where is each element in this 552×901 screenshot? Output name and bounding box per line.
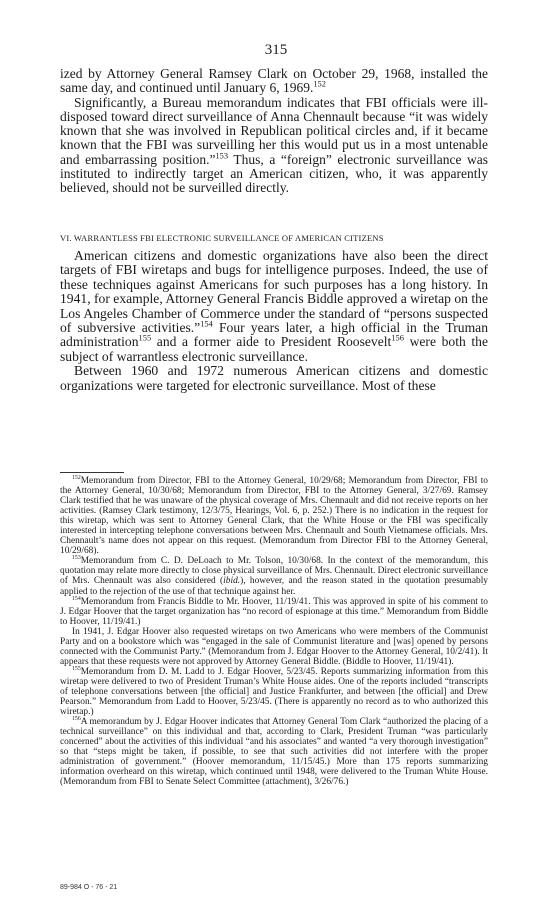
footnote-number: 156 [72, 716, 81, 722]
top-paragraphs [60, 67, 488, 196]
footnote-154-continued: In 1941, J. Edgar Hoover also requested wiretaps on two Americans who were members of the Communist Party and on a bookstore which was “engaged in the sale of Communist literature and [was] opened by persons connected with the Communist Party.” (Memorandum from J. Edgar Hoover to the Attorney General, 10/2/41). It appears that these requests were not approved by Attorney General Biddle. (Biddle to Hoover, 11/19/41). [60, 626, 488, 667]
footnote-155 [60, 667, 488, 717]
paragraph-text: and a former aide to President Roosevelt [151, 334, 392, 350]
paragraph-text: were both the subject of warrantless electronic surveillance. [60, 334, 488, 364]
footnote-text: Memorandum from C. D. DeLoach to Mr. Tolson, 10/30/68. In the context of the memorandum, this quotation may relate more directly to close physical surveillance of Mrs. Chennault. Direct electronic surveillance of Mrs. Chennault was also considered ( [60, 556, 488, 587]
footnotes [60, 476, 488, 787]
paragraph-chennault [60, 96, 488, 196]
footnote-text-italic: ibid. [223, 576, 241, 587]
footnote-text: Memorandum from Francis Biddle to Mr. Hoover, 11/19/41. This was approved in spite of his comment to J. Edgar Hoover that the target organization has “no record of espionage at this time.” Memorandum from Biddle to Hoover, 11/19/41.) [60, 596, 488, 627]
section-body [60, 249, 488, 393]
footnote-153 [60, 556, 488, 596]
footnote-text: A memorandum by J. Edgar Hoover indicates that Attorney General Tom Clark “authorized the placing of a technical surveillance” on this individual and that, according to Clark, President Truman “was particularly concerned” about the activities of this individual “and his associates” and wanted “a very thorough investigation” so that “steps might be taken, if possible, to see that such activities did not interfere with the proper administration of government.” (Hoover memorandum, 11/15/45.) More than 175 reports summarizing information overheard on this wiretap, which continued until 1948, were delivered to the Truman White House. (Memorandum from FBI to Senate Select Committee (attachment), 3/26/76.) [60, 717, 488, 788]
footnote-divider [60, 472, 124, 473]
paragraph-text: Four years later, a high official in the Truman administration [60, 320, 488, 350]
paragraph-text: ized by Attorney General Ramsey Clark on October 29, 1968, installed the same day, and continued until January 6, 1969. [60, 66, 488, 96]
footnote-156 [60, 717, 488, 787]
footnote-ref[interactable]: 156 [391, 332, 404, 343]
footnote-text: ), however, and the reason stated in the quotation presumably applied to the rejection of the use of that technique against her. [60, 576, 488, 597]
footnote-ref[interactable]: 153 [215, 151, 229, 161]
paragraph-continuation [60, 67, 488, 96]
paragraph-text: American citizens and domestic organizations have also been the direct targets of FBI wiretaps and bugs for intelligence purposes. Indeed, the use of these techniques against Americans for such purposes has a long history. In 1941, for example, Attorney General Francis Biddle approved a wiretap on the Los Angeles Chamber of Commerce under the standard of “persons suspected of subversive activities.” [60, 248, 488, 336]
paragraph-1960-1972: Between 1960 and 1972 numerous American citizens and domestic organizations were targeted for electronic surveillance. Most of these [60, 363, 488, 393]
print-code: 89-984 O - 76 - 21 [60, 884, 118, 891]
section-heading: VI. WARRANTLESS FBI ELECTRONIC SURVEILLANCE OF AMERICAN CITIZENS [60, 233, 384, 243]
paragraph-text: Significantly, a Bureau memorandum indicates that FBI officials were ill-disposed toward direct surveillance of Anna Chennault because “it was widely known that she was involved in Republican political circles and, if it became known that the FBI was surveilling her this would put us in a most untenable and embarrassing position.” [60, 94, 488, 167]
footnote-154 [60, 597, 488, 627]
footnote-number: 152 [72, 474, 81, 481]
footnote-number: 153 [72, 555, 81, 562]
paragraph-text: Thus, a “foreign” electronic surveillance was instituted to indirectly target an American citizen, who, it was apparently believed, should not be surveilled directly. [60, 151, 489, 196]
page-number: 315 [264, 42, 288, 58]
paragraph-american-citizens [60, 249, 488, 364]
footnote-number: 155 [72, 665, 81, 672]
footnote-text: Memorandum from D. M. Ladd to J. Edgar Hoover, 5/23/45. Reports summarizing information from this wiretap were delivered to two of President Truman’s White House aides. One of the reports included “transcripts of telephone conversations between [the official] and Justice Frankfurter, and between [the official] and Drew Pearson.” Memorandum from Ladd to Hoover, 5/23/45. (There is apparently no record as to who authorized this wiretap.) [60, 666, 488, 718]
footnote-text: Memorandum from Director, FBI to the Attorney General, 10/29/68; Memorandum from Director, FBI to the Attorney General, 10/30/68; Memorandum from Director, FBI to the Attorney General, 3/27/69. Ramsey Clark testified that he was unaware of the physical coverage of Mrs. Chennault and did not receive reports on her activities. (Ramsey Clark testimony, 12/3/75, Hearings, Vol. 6, p. 252.) There is no indication in the request for this wiretap, which was sent to Attorney General Clark, that the White House or the FBI was specifically interested in intercepting telephone conversations between Mrs. Chennault and South Vietnamese officials. Mrs. Chennault’s name does not appear on this request. (Memorandum from Director FBI to the Attorney General, 10/29/68). [60, 476, 488, 557]
footnote-152 [60, 476, 488, 556]
footnote-number: 154 [72, 595, 81, 602]
footnote-ref[interactable]: 154 [200, 318, 213, 329]
footnote-ref[interactable]: 155 [138, 332, 152, 343]
footnote-ref[interactable]: 152 [313, 79, 326, 89]
